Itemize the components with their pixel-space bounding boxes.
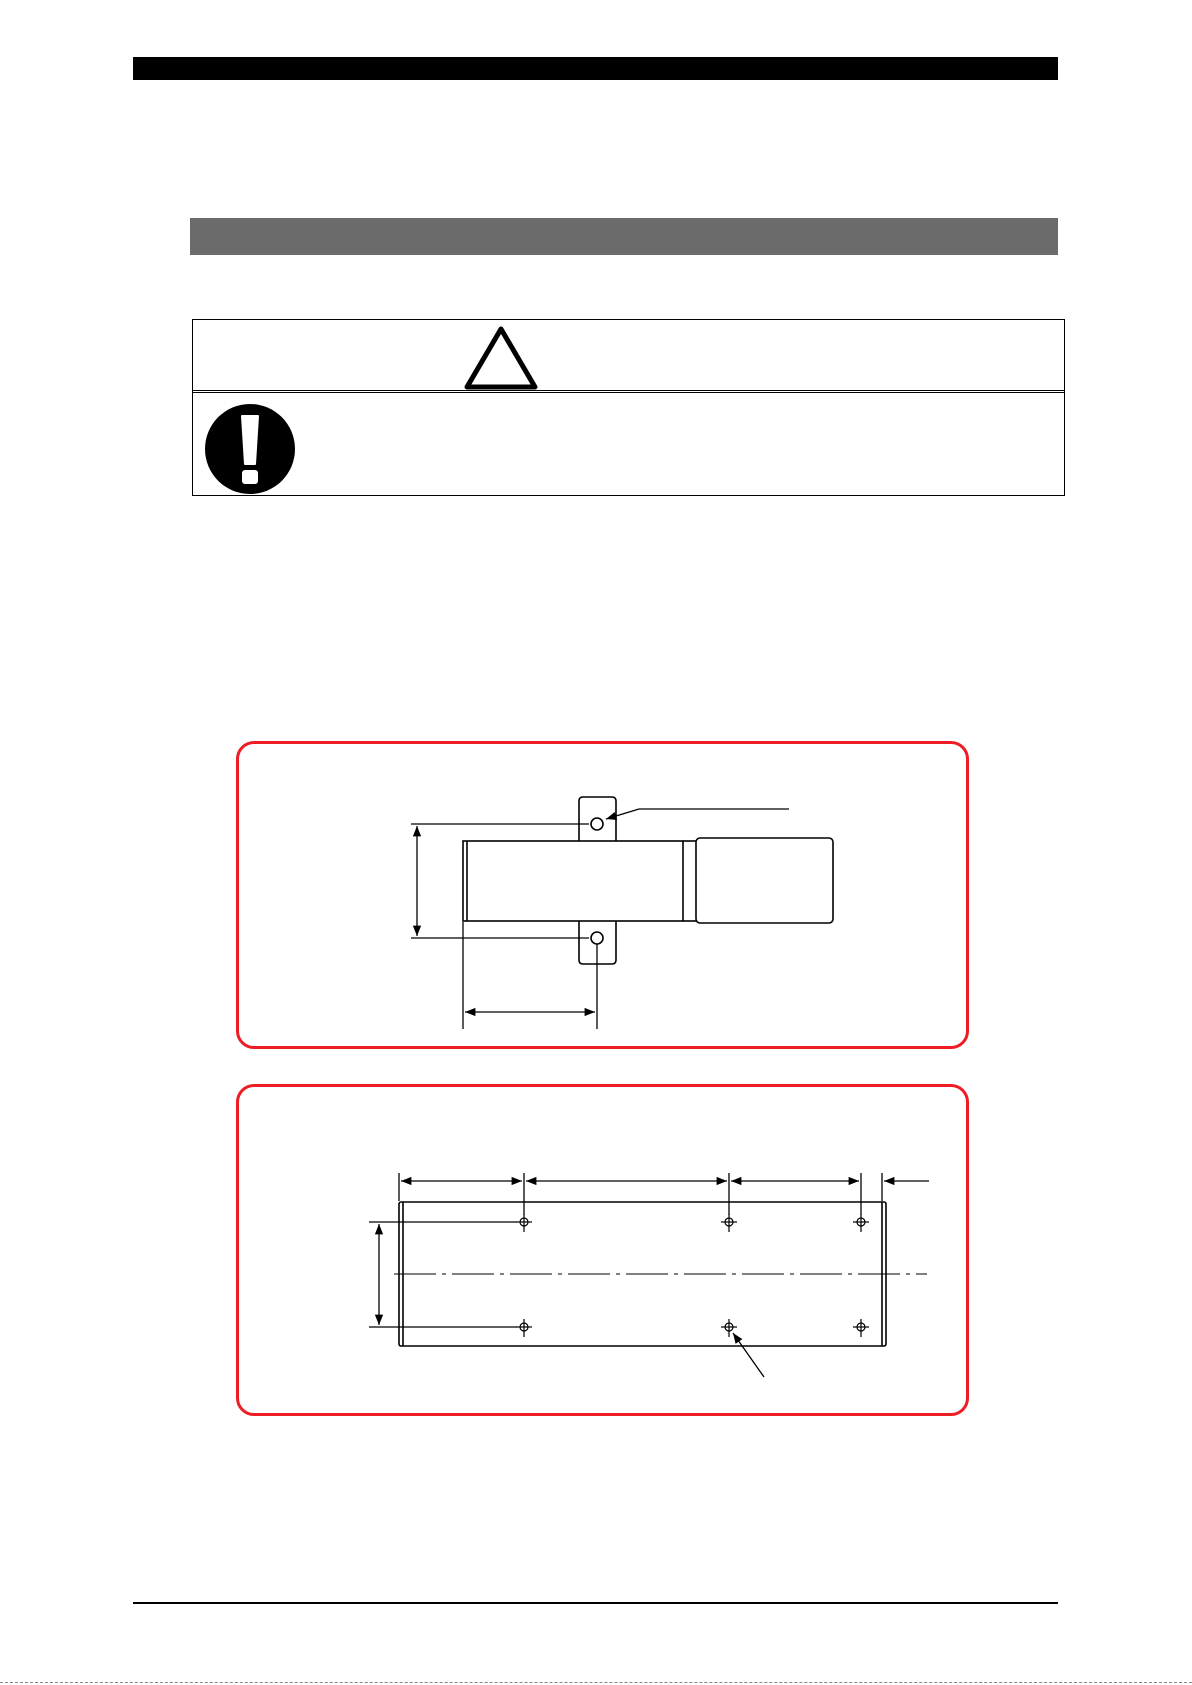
warning-triangle-icon	[461, 323, 541, 393]
plan-view-drawing	[239, 1087, 966, 1413]
caution-body	[193, 396, 1064, 496]
page-edge-line	[0, 1682, 1192, 1683]
header-bar	[133, 57, 1058, 80]
figure-side-view	[236, 741, 969, 1049]
mandatory-exclamation-icon	[203, 402, 297, 496]
footer-rule	[133, 1602, 1058, 1604]
caution-box	[192, 319, 1065, 496]
section-title-bar	[190, 218, 1058, 255]
side-view-drawing	[239, 744, 966, 1046]
caution-header	[193, 320, 1064, 393]
figure-plan-view	[236, 1084, 969, 1416]
